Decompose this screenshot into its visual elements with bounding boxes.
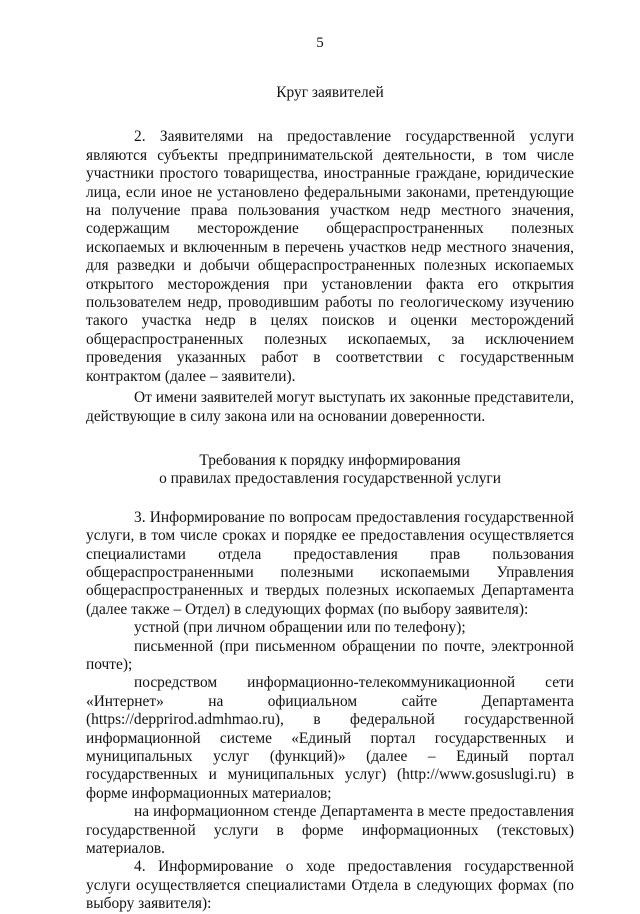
page-number: 5 — [316, 35, 324, 51]
paragraph-internet: посредством информационно-телекоммуникационной сети «Интернет» на официальном сайте Департамента (https://depprirod.admhmao.ru), в федеральной государственной информационной системе «Единый портал государственных и муниципальных услуг (функций)» (далее – Единый портал государственных и муниципальных услуг) (http://www.gosuslugi.ru) в форме информационных материалов; — [86, 674, 574, 802]
paragraph-4: 4. Информирование о ходе предоставления государственной услуги осуществляется специалистами Отдела в следующих формах (по выбору заявителя): — [86, 858, 574, 913]
section-title-applicants: Круг заявителей — [276, 84, 384, 101]
paragraph-representatives: От имени заявителей могут выступать их законные представители, действующие в силу закона или на основании доверенности. — [86, 389, 574, 425]
paragraph-info-stand: на информационном стенде Департамента в месте предоставления государственной услуги в форме информационных (текстовых) материалов. — [86, 803, 574, 858]
document-body — [86, 84, 574, 914]
paragraph-oral: устной (при личном обращении или по телефону); — [134, 619, 466, 637]
section-title-informing-line2: о правилах предоставления государственной услуги — [159, 470, 501, 488]
paragraph-3: 3. Информирование по вопросам предоставления государственной услуги, в том числе сроках и порядке ее предоставления осуществляется специалистами отдела предоставления прав пользования общераспространенными полезными ископаемыми Управления общераспространенных и твердых полезных ископаемых Департамента (далее также – Отдел) в следующих формах (по выбору заявителя): — [86, 508, 574, 618]
section-title-informing-line1: Требования к порядку информирования — [199, 451, 461, 469]
section-title-informing — [86, 452, 574, 489]
paragraph-2: 2. Заявителями на предоставление государственной услуги являются субъекты предпринимательской деятельности, в том числе участники простого товарищества, иностранные граждане, юридические лица, если иное не установлено федеральными законами, претендующие на получение права пользования участком недр местного значения, содержащим месторождение общераспространенных полезных ископаемых и включенным в перечень участков недр местного значения, для разведки и добычи общераспространенных полезных ископаемых открытого месторождения при установлении факта его открытия пользователем недр, проводившим работы по геологическому изучению такого участка недр в целях поисков и оценки месторождений общераспространенных полезных ископаемых, за исключением проведения указанных работ в соответствии с государственным контрактом (далее – заявители). — [86, 128, 574, 385]
paragraph-written: письменной (при письменном обращении по почте, электронной почте); — [86, 637, 574, 673]
